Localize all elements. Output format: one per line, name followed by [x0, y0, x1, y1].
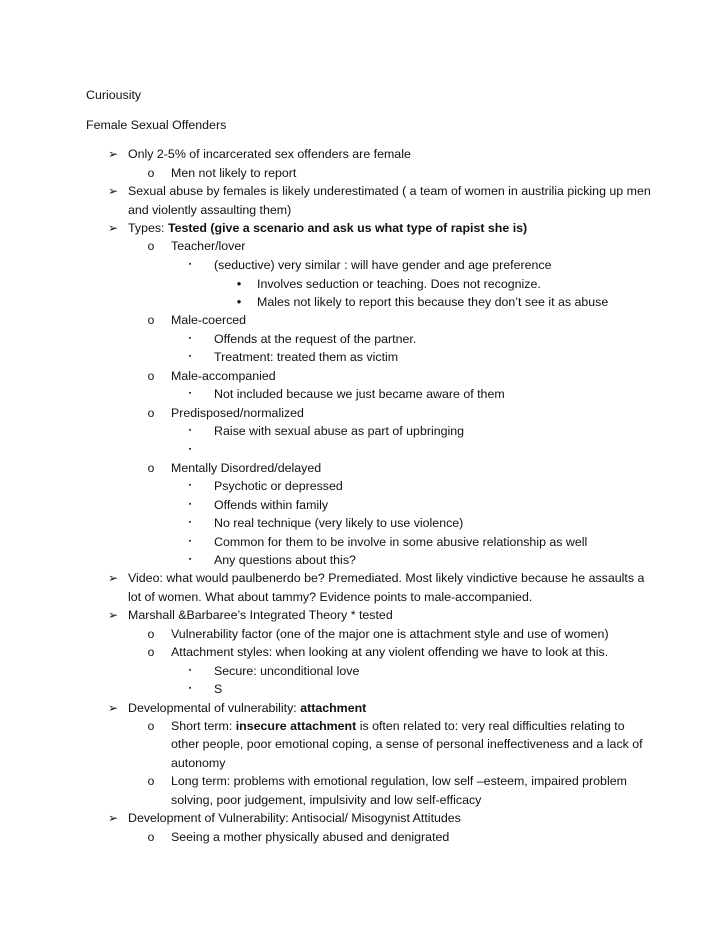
list-item-continuation: and violently assaulting them)	[128, 203, 292, 217]
square-bullet-icon: ▪	[188, 261, 192, 268]
list-item: Secure: unconditional love	[214, 664, 360, 678]
list-item: Marshall &Barbaree’s Integrated Theory * tested	[128, 608, 393, 622]
list-item: Treatment: treated them as victim	[214, 350, 399, 364]
circle-bullet-icon: o	[147, 369, 155, 383]
list-item	[128, 219, 527, 238]
arrow-bullet-icon: ➢	[107, 184, 119, 198]
circle-bullet-icon: o	[147, 645, 155, 659]
circle-bullet-icon: o	[147, 830, 155, 844]
insecure-attachment-emphasis: insecure attachment	[235, 719, 357, 733]
short-term-label: Short term:	[171, 719, 236, 733]
list-item: Male-accompanied	[171, 369, 276, 383]
circle-bullet-icon: o	[147, 627, 155, 641]
square-bullet-icon: ▪	[188, 667, 192, 674]
list-item: Male-coerced	[171, 313, 247, 327]
square-bullet-icon: ▪	[188, 519, 192, 526]
arrow-bullet-icon: ➢	[107, 811, 119, 825]
list-item: S	[214, 682, 223, 696]
section-heading: Female Sexual Offenders	[86, 118, 227, 132]
types-label: Types:	[128, 221, 168, 235]
short-term-text: is often related to: very real difficulties relating to	[356, 719, 625, 733]
square-bullet-icon: ▪	[188, 482, 192, 489]
arrow-bullet-icon: ➢	[107, 701, 119, 715]
types-tested-note: Tested (give a scenario and ask us what type of rapist she is)	[167, 221, 528, 235]
circle-bullet-icon: o	[147, 166, 155, 180]
square-bullet-icon: ▪	[188, 538, 192, 545]
square-bullet-icon: ▪	[188, 685, 192, 692]
square-bullet-icon: ▪	[188, 556, 192, 563]
list-item: Teacher/lover	[171, 239, 246, 253]
list-item-continuation: lot of women. What about tammy? Evidence points to male-accompanied.	[128, 590, 533, 604]
list-item: (seductive) very similar : will have gender and age preference	[214, 258, 552, 272]
dot-bullet-icon: •	[236, 294, 242, 309]
arrow-bullet-icon: ➢	[107, 571, 119, 585]
list-item: Predisposed/normalized	[171, 406, 304, 420]
arrow-bullet-icon: ➢	[107, 147, 119, 161]
list-item: Involves seduction or teaching. Does not recognize.	[257, 277, 541, 291]
attachment-emphasis: attachment	[300, 701, 367, 715]
list-item: Raise with sexual abuse as part of upbringing	[214, 424, 465, 438]
list-item: Attachment styles: when looking at any violent offending we have to look at this.	[171, 645, 609, 659]
square-bullet-icon: ▪	[188, 390, 192, 397]
list-item	[171, 717, 625, 736]
vulnerability-label: Developmental of vulnerability:	[128, 701, 301, 715]
list-item: Video: what would paulbenerdo be? Premediated. Most likely vindictive because he assaults a	[128, 571, 645, 585]
list-item: Psychotic or depressed	[214, 479, 343, 493]
list-item-continuation: other people, poor emotional coping, a sense of personal ineffectiveness and a lack of	[171, 737, 643, 751]
list-item: Men not likely to report	[171, 166, 297, 180]
square-bullet-icon: ▪	[188, 501, 192, 508]
list-item: Development of Vulnerability: Antisocial/ Misogynist Attitudes	[128, 811, 461, 825]
list-item: Offends within family	[214, 498, 329, 512]
list-item: Sexual abuse by females is likely underestimated ( a team of women in austrilia picking up men	[128, 184, 651, 198]
circle-bullet-icon: o	[147, 406, 155, 420]
circle-bullet-icon: o	[147, 313, 155, 327]
title-heading: Curiousity	[86, 88, 142, 102]
square-bullet-icon: ▪	[188, 427, 192, 434]
list-item: Mentally Disordred/delayed	[171, 461, 322, 475]
circle-bullet-icon: o	[147, 774, 155, 788]
square-bullet-icon: ▪	[188, 335, 192, 342]
list-item: Common for them to be involve in some abusive relationship as well	[214, 535, 588, 549]
list-item: No real technique (very likely to use violence)	[214, 516, 464, 530]
list-item: Seeing a mother physically abused and denigrated	[171, 830, 450, 844]
list-item-continuation: autonomy	[171, 756, 226, 770]
list-item: Long term: problems with emotional regulation, low self –esteem, impaired problem	[171, 774, 627, 788]
list-item	[128, 699, 366, 718]
square-bullet-icon: ▪	[188, 446, 192, 453]
circle-bullet-icon: o	[147, 239, 155, 253]
list-item: Males not likely to report this because they don’t see it as abuse	[257, 295, 609, 309]
arrow-bullet-icon: ➢	[107, 608, 119, 622]
list-item: Offends at the request of the partner.	[214, 332, 417, 346]
list-item: Any questions about this?	[214, 553, 356, 567]
list-item: Vulnerability factor (one of the major one is attachment style and use of women)	[171, 627, 609, 641]
arrow-bullet-icon: ➢	[107, 221, 119, 235]
list-item: Only 2-5% of incarcerated sex offenders are female	[128, 147, 411, 161]
list-item-continuation: solving, poor judgement, impulsivity and low self-efficacy	[171, 793, 482, 807]
circle-bullet-icon: o	[147, 461, 155, 475]
circle-bullet-icon: o	[147, 719, 155, 733]
square-bullet-icon: ▪	[188, 353, 192, 360]
list-item: Not included because we just became aware of them	[214, 387, 505, 401]
dot-bullet-icon: •	[236, 276, 242, 291]
